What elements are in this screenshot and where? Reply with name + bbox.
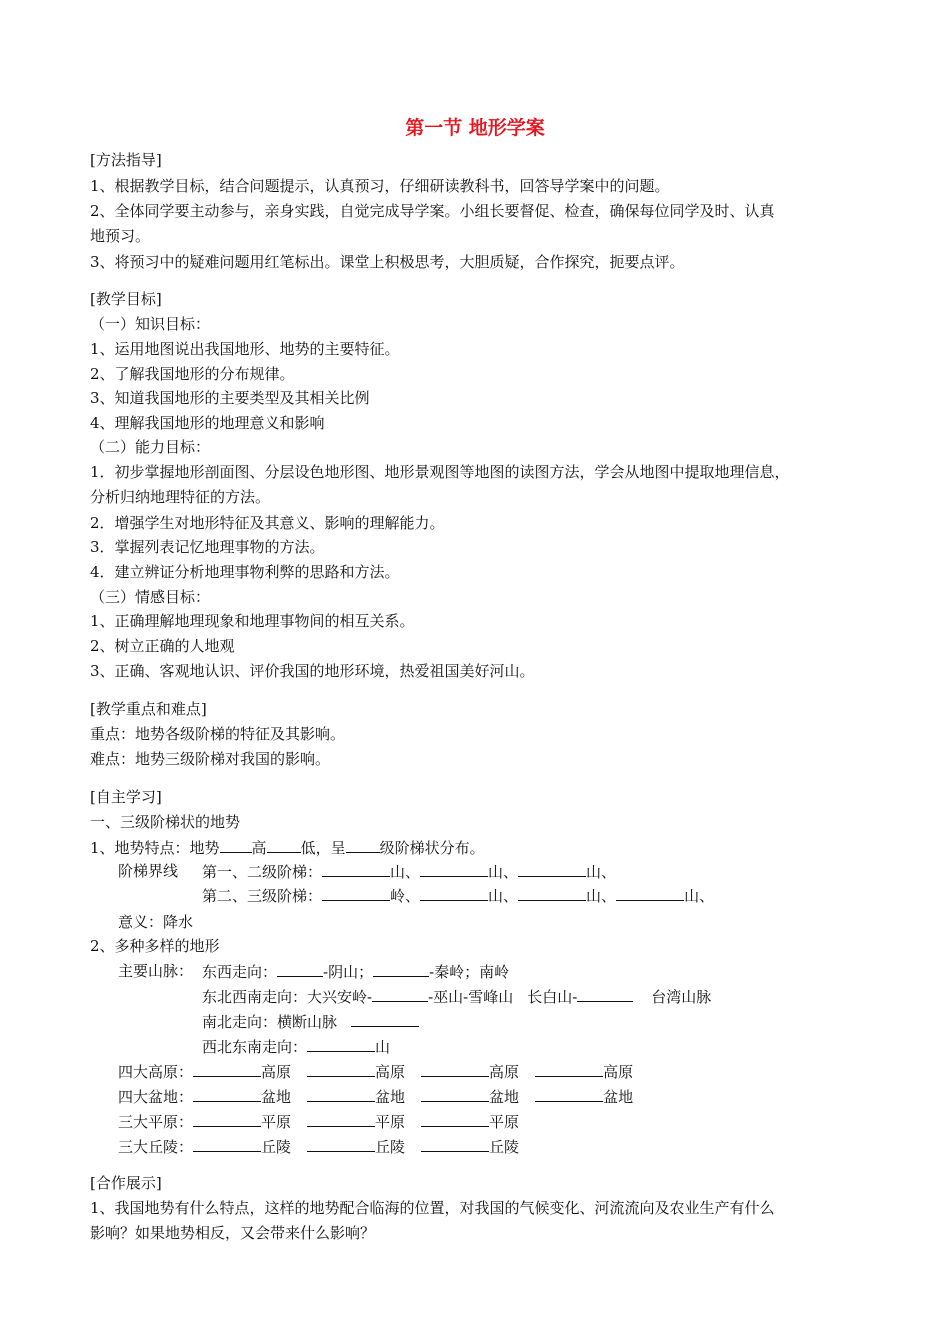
blank[interactable] bbox=[420, 885, 488, 901]
page-title: 第一节 地形学案 bbox=[405, 117, 545, 139]
key-item: 难点：地势三级阶梯对我国的影响。 bbox=[90, 750, 331, 768]
blank[interactable] bbox=[307, 1111, 375, 1127]
blank[interactable] bbox=[193, 1086, 261, 1102]
blank[interactable] bbox=[373, 961, 429, 977]
emotion-item: 3、正确、客观地认识、评价我国的地形环境，热爱祖国美好河山。 bbox=[90, 662, 535, 680]
landform-row: 三大丘陵： 丘陵 丘陵 丘陵 bbox=[118, 1138, 520, 1156]
nwse-mountains: 西北东南走向： 山 bbox=[202, 1038, 391, 1056]
subheading-emotion: （三）情感目标： bbox=[90, 588, 211, 606]
mountains-label: 主要山脉： bbox=[118, 962, 194, 980]
subheading-knowledge: （一）知识目标： bbox=[90, 315, 211, 333]
key-item: 重点：地势各级阶梯的特征及其影响。 bbox=[90, 725, 346, 743]
section-heading-goals: [教学目标] bbox=[90, 290, 162, 308]
blank[interactable] bbox=[351, 1011, 419, 1027]
blank[interactable] bbox=[535, 1086, 603, 1102]
method-item: 3、将预习中的疑难问题用红笔标出。课堂上积极思考，大胆质疑，合作探究，扼要点评。 bbox=[90, 253, 685, 271]
blank[interactable] bbox=[193, 1061, 261, 1077]
blank[interactable] bbox=[220, 837, 252, 853]
boundary-label: 阶梯界线 bbox=[118, 862, 179, 880]
blank[interactable] bbox=[518, 885, 586, 901]
blank[interactable] bbox=[535, 1061, 603, 1077]
blank[interactable] bbox=[518, 861, 586, 877]
section-heading-self-study: [自主学习] bbox=[90, 788, 162, 806]
landform-row: 三大平原： 平原 平原 平原 bbox=[118, 1113, 520, 1131]
section-heading-method: [方法指导] bbox=[90, 151, 162, 169]
method-item: 1、根据教学目标，结合问题提示，认真预习，仔细研读教科书，回答导学案中的问题。 bbox=[90, 177, 670, 195]
knowledge-item: 3、知道我国地形的主要类型及其相关比例 bbox=[90, 389, 370, 407]
blank[interactable] bbox=[616, 885, 684, 901]
ns-mountains: 南北走向：横断山脉 bbox=[202, 1011, 419, 1032]
knowledge-item: 2、了解我国地形的分布规律。 bbox=[90, 365, 295, 383]
section-heading-coop: [合作展示] bbox=[90, 1174, 162, 1192]
blank[interactable] bbox=[193, 1111, 261, 1127]
coop-question: 影响？如果地势相反，又会带来什么影响？ bbox=[90, 1224, 376, 1242]
blank[interactable] bbox=[307, 1136, 375, 1152]
blank[interactable] bbox=[322, 885, 390, 901]
nesw-mountains: 东北西南走向：大兴安岭- -巫山-雪峰山 长白山- 台湾山脉 bbox=[202, 988, 712, 1006]
method-item: 2、全体同学要主动参与，亲身实践，自觉完成导学案。小组长要督促、检查，确保每位同学及时、认真 bbox=[90, 202, 775, 220]
blank[interactable] bbox=[421, 1061, 489, 1077]
blank[interactable] bbox=[277, 961, 323, 977]
blank[interactable] bbox=[307, 1086, 375, 1102]
subsection-title: 一、三级阶梯状的地势 bbox=[90, 813, 241, 831]
method-item: 地预习。 bbox=[90, 227, 151, 245]
question-terrain-feature: 1、地势特点：地势 高 低，呈 级阶梯状分布。 bbox=[90, 839, 485, 857]
coop-question: 1、我国地势有什么特点，这样的地势配合临海的位置，对我国的气候变化、河流流向及农业生产有什么 bbox=[90, 1199, 775, 1217]
ability-item: 1．初步掌握地形剖面图、分层设色地形图、地形景观图等地图的读图方法，学会从地图中提取地理信息， bbox=[90, 463, 790, 481]
knowledge-item: 1、运用地图说出我国地形、地势的主要特征。 bbox=[90, 340, 400, 358]
blank[interactable] bbox=[346, 837, 380, 853]
blank[interactable] bbox=[420, 861, 488, 877]
landform-row: 四大高原： 高原 高原 高原 高原 bbox=[118, 1063, 634, 1081]
blank[interactable] bbox=[421, 1136, 489, 1152]
emotion-item: 2、树立正确的人地观 bbox=[90, 637, 235, 655]
ability-item: 2．增强学生对地形特征及其意义、影响的理解能力。 bbox=[90, 514, 445, 532]
blank[interactable] bbox=[577, 986, 633, 1002]
blank[interactable] bbox=[322, 861, 390, 877]
emotion-item: 1、正确理解地理现象和地理事物间的相互关系。 bbox=[90, 612, 415, 630]
meaning-line: 意义：降水 bbox=[118, 913, 194, 931]
blank[interactable] bbox=[307, 1036, 375, 1052]
ability-item: 3．掌握列表记忆地理事物的方法。 bbox=[90, 538, 325, 556]
subsection-title: 2、多种多样的地形 bbox=[90, 937, 220, 955]
subheading-ability: （二）能力目标： bbox=[90, 438, 211, 456]
blank[interactable] bbox=[193, 1136, 261, 1152]
boundary-line-1: 第一、二级阶梯： 山、 山、 山、 bbox=[202, 863, 617, 881]
blank[interactable] bbox=[421, 1086, 489, 1102]
blank[interactable] bbox=[307, 1061, 375, 1077]
landform-row: 四大盆地： 盆地 盆地 盆地 盆地 bbox=[118, 1088, 634, 1106]
knowledge-item: 4、理解我国地形的地理意义和影响 bbox=[90, 414, 325, 432]
ew-mountains: 东西走向： -阴山； -秦岭；南岭 bbox=[202, 963, 510, 981]
blank[interactable] bbox=[421, 1111, 489, 1127]
blank[interactable] bbox=[372, 986, 428, 1002]
boundary-line-2: 第二、三级阶梯： 岭、 山、 山、 山、 bbox=[202, 887, 715, 905]
ability-item: 4．建立辨证分析地理事物利弊的思路和方法。 bbox=[90, 563, 400, 581]
ability-item: 分析归纳地理特征的方法。 bbox=[90, 488, 271, 506]
section-heading-key: [教学重点和难点] bbox=[90, 700, 207, 718]
blank[interactable] bbox=[267, 837, 301, 853]
